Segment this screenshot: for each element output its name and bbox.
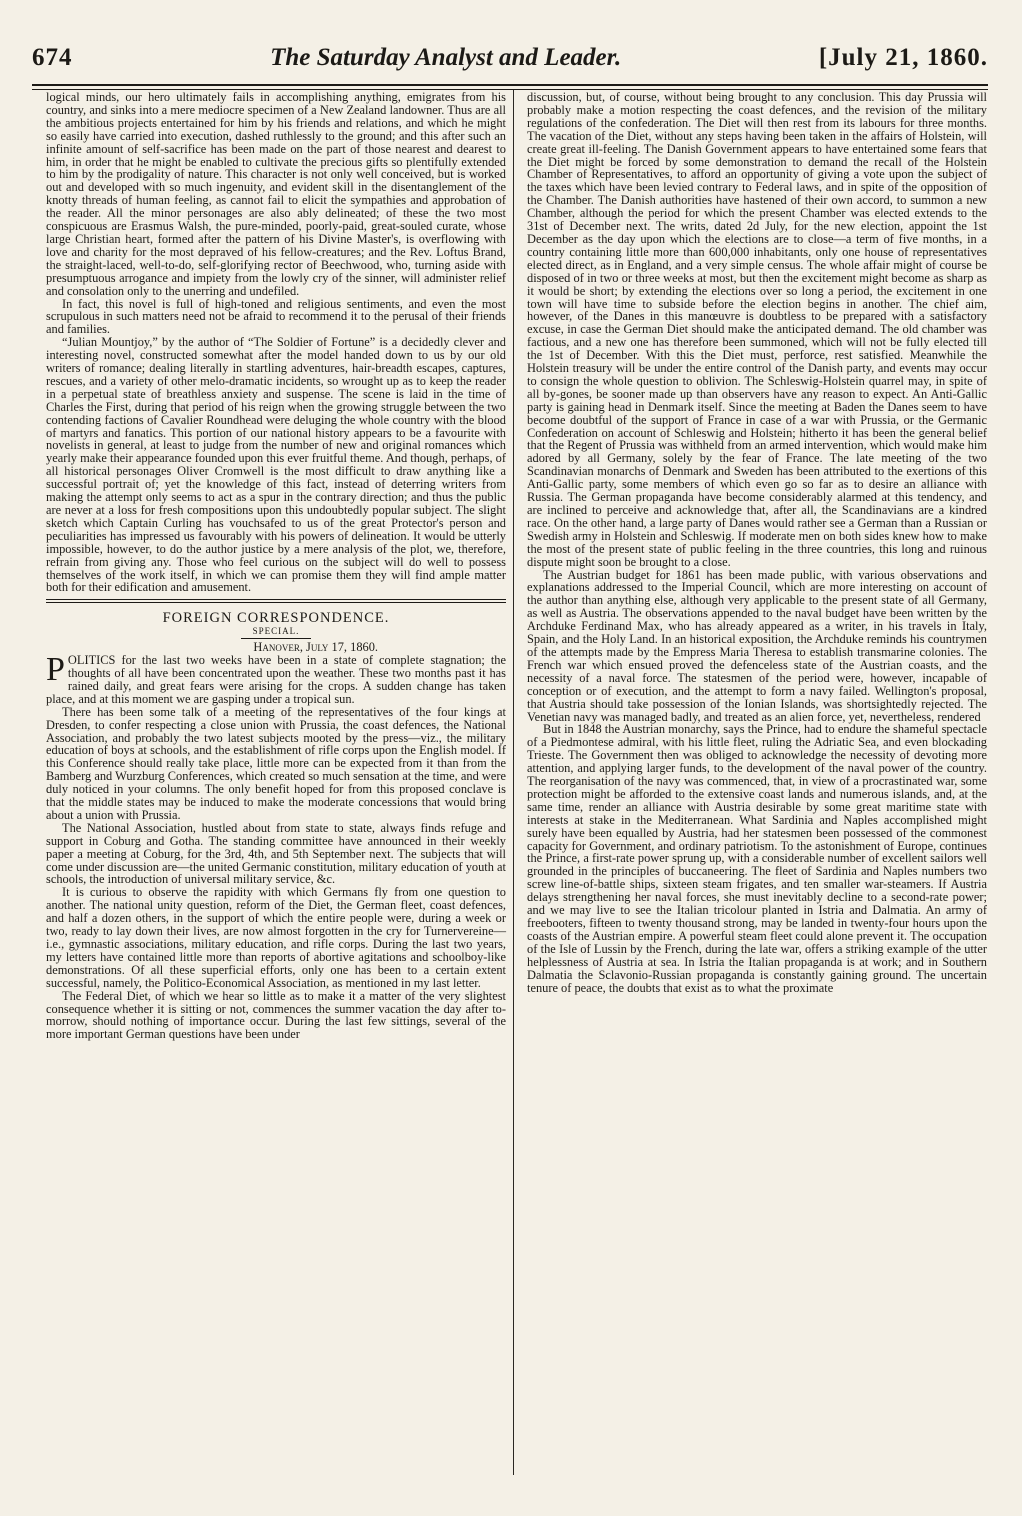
- right-paragraph-3: But in 1848 the Austrian monarchy, says the Prince, had to endure the shameful spectacle of a Piedmontese admiral, with his little fleet, ruling the Adriatic Sea, and even blockading Trieste. The Government then was obliged to acknowledge the necessity of devoting more attention, and applying larger funds, to the development of the naval power of the country. The reorganisation of the navy was commenced, that, in view of a procrastinated war, some protection might be afforded to the extensive coast lands and numerous islands, and, at the same time, render an alliance with Austria desirable by some great maritime state with interests at stake in the Mediterranean. What Sardinia and Naples accomplished might surely have been equalled by Austria, had her statesmen been possessed of the commonest capacity for Government, and ordinary patriotism. To the astonishment of Europe, continues the Prince, a first-rate power sprung up, with a considerable number of excellent sailors well grounded in the principles of buccaneering. The fleet of Sardinia and Naples numbers two screw line-of-battle ships, sixteen steam frigates, and ten smaller war-steamers. If Austria delays strengthening her naval forces, she must inevitably decline to a second-rate power; and we may live to see the Italian tricolour planted in Istria and Dalmatia. An army of freebooters, fifteen to twenty thousand strong, may be landed in twenty-four hours upon the coasts of the Austrian empire. A powerful steam fleet could alone prevent it. The occupation of the Isle of Lussin by the French, during the late war, offers a striking example of the utter helplessness of Austria at sea. In Istria the Italian propaganda is at work; and in Southern Dalmatia the Sclavonio-Russian propaganda is constantly gaining ground. The uncertain tenure of peace, the doubts that exist as to what the proximate: [527, 722, 987, 995]
- review-paragraph-3: “Julian Mountjoy,” by the author of “The Soldier of Fortune” is a decidedly clever and interesting novel, constructed somewhat after the model handed down to us by our old writers of romance; dealing literally in startling adventures, hair-breadth escapes, captures, rescues, and a variety of other melo-dramatic incidents, so wrought up as to keep the reader in a perpetual state of breathless anxiety and suspense. The scene is laid in the time of Charles the First, during that period of his reign when the growing struggle between the two contending factions of Cavalier Roundhead were deluging the whole country with the blood of martyrs and fanatics. This portion of our national history appears to be a favourite with novelists in general, at least to judge from the number of new and original romances which yearly make their appearance founded upon this ever fruitful theme. And though, perhaps, of all historical personages Oliver Cromwell is the most difficult to draw anything like a successful portrait of; yet the knowledge of this fact, instead of deterring writers from making the attempt only seems to act as a spur in the contrary direction; and thus the public are never at a loss for fresh compositions upon this undoubtedly popular subject. The slight sketch which Captain Curling has vouchsafed to us of the great Protector's person and peculiarities has impressed us favourably with his powers of delineation. It would be utterly impossible, however, to do the author justice by a mere analysis of the plot, we, therefore, refrain from giving any. Those who feel curious on the subject will do well to possess themselves of the work itself, in which we can promise them they will find ample matter both for their edification and amusement.: [46, 335, 506, 595]
- review-paragraph-1: logical minds, our hero ultimately fails in accomplishing anything, emigrates from his country, and sinks into a mere mediocre specimen of a New Zealand landowner. Thus are all the ambitious projects entertained for him by his friends and relations, and which he might so easily have carried into execution, dashed ruthlessly to the ground; and this after such an infinite amount of self-sacrifice has been made on the part of those nearest and dearest to him, in order that he might be enabled to cultivate the precious gifts so plentifully extended to him by the prodigality of nature. This character is not only well conceived, but is worked out and developed with so much ingenuity, and evident skill in the disentanglement of the knotty threads of human feeling, as cannot fail to elicit the sympathies and approbation of the reader. All the minor personages are also ably delineated; of these the two most conspicuous are Erasmus Walsh, the pure-minded, poorly-paid, great-souled curate, whose large Christian heart, formed after the pattern of his Divine Master's, is overflowing with love and charity for the most depraved of his fellow-creatures; and the Rev. Loftus Brand, the straight-laced, well-to-do, self-glorifying rector of Beechwood, who, turning aside with presumptuous arrogance and impiety from the lowly cry of the sinner, will administer relief and consolation only to the unerring and undefiled.: [46, 90, 506, 298]
- page-header: [32, 44, 988, 80]
- right-paragraph-2: The Austrian budget for 1861 has been made public, with various observations and explanations addressed to the Imperial Council, which are more interesting on account of the author than anything else, although very applicable to the present state of all Germany, as well as Austria. The observations appended to the naval budget have been written by the Archduke Ferdinand Max, who has already appeared as a writer, in his travels in Italy, Spain, and the Holy Land. In an historical exposition, the Archduke reminds his countrymen of the attempts made by the Empress Maria Theresa to establish transmarine colonies. The French war which ensued proved the defenceless state of the Austrian coasts, and the necessity of a naval force. The statesmen of the period were, however, incapable of conception or of execution, and the attempt to form a navy failed. Wellington's proposal, that Austria should take possession of the Ionian Islands, was shortsightedly rejected. The Venetian navy was managed badly, and treated as an alien force, yet, nevertheless, rendered: [527, 567, 987, 724]
- section-divider: [46, 599, 506, 603]
- review-paragraph-2: In fact, this novel is full of high-toned and religious sentiments, and even the most scrupulous in such matters need not be afraid to recommend it to the perusal of their friends and families.: [46, 296, 506, 337]
- correspondence-paragraph-5: The Federal Diet, of which we hear so little as to make it a matter of the very slightest consequence whether it is sitting or not, commences the summer vacation the day after to-morrow, should nothing of importance occur. During the last few sittings, several of the more important German questions have been under: [46, 988, 506, 1042]
- column-rule: [513, 90, 514, 1475]
- dateline: Hanover, July 17, 1860.: [253, 640, 378, 655]
- correspondence-paragraph-1: [46, 651, 506, 706]
- issue-date: [July 21, 1860.: [818, 44, 988, 71]
- correspondence-paragraph-2: There has been some talk of a meeting of the representatives of the four kings at Dresden, to confer respecting a close union with Prussia, the coast defences, the National Association, and probably the two latest subjects mooted by the press—viz., the military education of boys at schools, and the establishment of rifle corps upon the English model. If this Conference should really take place, little more can be expected from it than from the Bamberg and Wurzburg Conferences, which created so much sensation at the time, and were duly noticed in your columns. The only benefit hoped for from this proposed conclave is that the middle states may be induced to make the moderate concessions that would bring about a union with Prussia.: [46, 704, 506, 822]
- correspondence-paragraph-3: The National Association, hustled about from state to state, always finds refuge and support in Coburg and Gotha. The standing committee have announced in their weekly paper a meeting at Coburg, for the 3rd, 4th, and 5th September next. The subjects that will come under discussion are—the united Germanic constitution, military education of youth at schools, the introduction of universal military service, &c.: [46, 820, 506, 887]
- section-title: FOREIGN CORRESPONDENCE.: [162, 610, 390, 627]
- correspondence-paragraph-1-text: OLITICS for the last two weeks have been in a state of complete stagnation; the thoughts of all have been concentrated upon the weather. These two months past it has rained daily, and great fears were arising for the crops. A sudden change has taken place, and at this moment we are gasping under a tropical sun.: [46, 653, 506, 706]
- journal-title: The Saturday Analyst and Leader.: [270, 44, 622, 71]
- right-paragraph-1: discussion, but, of course, without being brought to any conclusion. This day Prussia will probably make a motion respecting the coast defences, and the revision of the military regulations of the confederation. The Diet will then rest from its labours for three months. The vacation of the Diet, without any steps having been taken in the affairs of Holstein, will create great ill-feeling. The Danish Government appears to have entertained some fears that the Diet might be forced by some demonstration to demand the recall of the Holstein Chamber of Representatives, to afford an opportunity of giving a vote upon the subject of the taxes which have been levied contrary to Federal laws, and in spite of the opposition of the Chamber. The Danish authorities have hastened of their own accord, to summon a new Chamber, although the period for which the present Chamber was elected extends to the 31st of December next. The writs, dated 2d July, for the new election, appoint the 1st December as the day upon which the elections are to close—a term of five months, in a country containing little more than 600,000 inhabitants, only one house of representatives elected direct, as in England, and a very simple census. The whole affair might of course be disposed of in two or three weeks at most, but then the excitement might become as sharp as it would be short; by extending the elections over so long a period, the excitement in one town will have time to subside before the election begins in another. The chief aim, however, of the Danes in this manœuvre is doubtless to be prepared with a satisfactory excuse, in case the German Diet should make the anticipated demand. The old chamber was factious, and a new one has therefore been summoned, which will not be fully elected till the 1st of December. With this the Diet must, perforce, rest satisfied. Meanwhile the Holstein treasury will be under the entire control of the Danish party, and events may occur to consign the whole question to oblivion. The Schleswig-Holstein quarrel may, in spite of all by-gones, be sooner made up than observers have any reason to expect. An Anti-Gallic party is gaining head in Denmark itself. Since the meeting at Baden the Danes seem to have become doubtful of the support of France in case of a war with Prussia, or the Germanic Confederation on account of Schleswig and Holstein; hitherto it has been the general belief that the Regent of Prussia was withheld from an armed intervention, which would make him adored by all Germany, solely by the fear of France. The late meeting of the two Scandinavian monarchs of Denmark and Sweden has been attributed to the exertions of this Anti-Gallic party, some members of which even go so far as to desire an alliance with Russia. The German propaganda have become considerably alarmed at this tendency, and are inclined to perceive and acknowledge that, after all, the Scandinavians are a kindred race. On the other hand, a large party of Danes would rather see a German than a Russian or Swedish army in Holstein and Schleswig. If moderate men on both sides knew how to make the most of the present state of public feeling in the three countries, this long and ruinous dispute might soon be brought to a close.: [527, 90, 987, 569]
- drop-cap: P: [46, 651, 65, 689]
- left-column: [46, 91, 506, 1041]
- correspondence-paragraph-4: It is curious to observe the rapidity with which Germans fly from one question to another. The national unity question, reform of the Diet, the German fleet, coast defences, and half a dozen others, in the support of which the entire people were, during a week or two, ready to lay down their lives, are now almost forgotten in the cry for Turnervereine—i.e., gymnastic associations, military education, and rifle corps. During the last two years, my letters have contained little more than reports of abortive agitations and schoolboy-like demonstrations. Of all these superficial efforts, only one has been to a certain extent successful, namely, the Politico-Economical Association, as mentioned in my last letter.: [46, 885, 506, 990]
- special-label: SPECIAL.: [241, 625, 311, 639]
- right-column: [527, 91, 987, 994]
- page-number: 674: [32, 44, 73, 71]
